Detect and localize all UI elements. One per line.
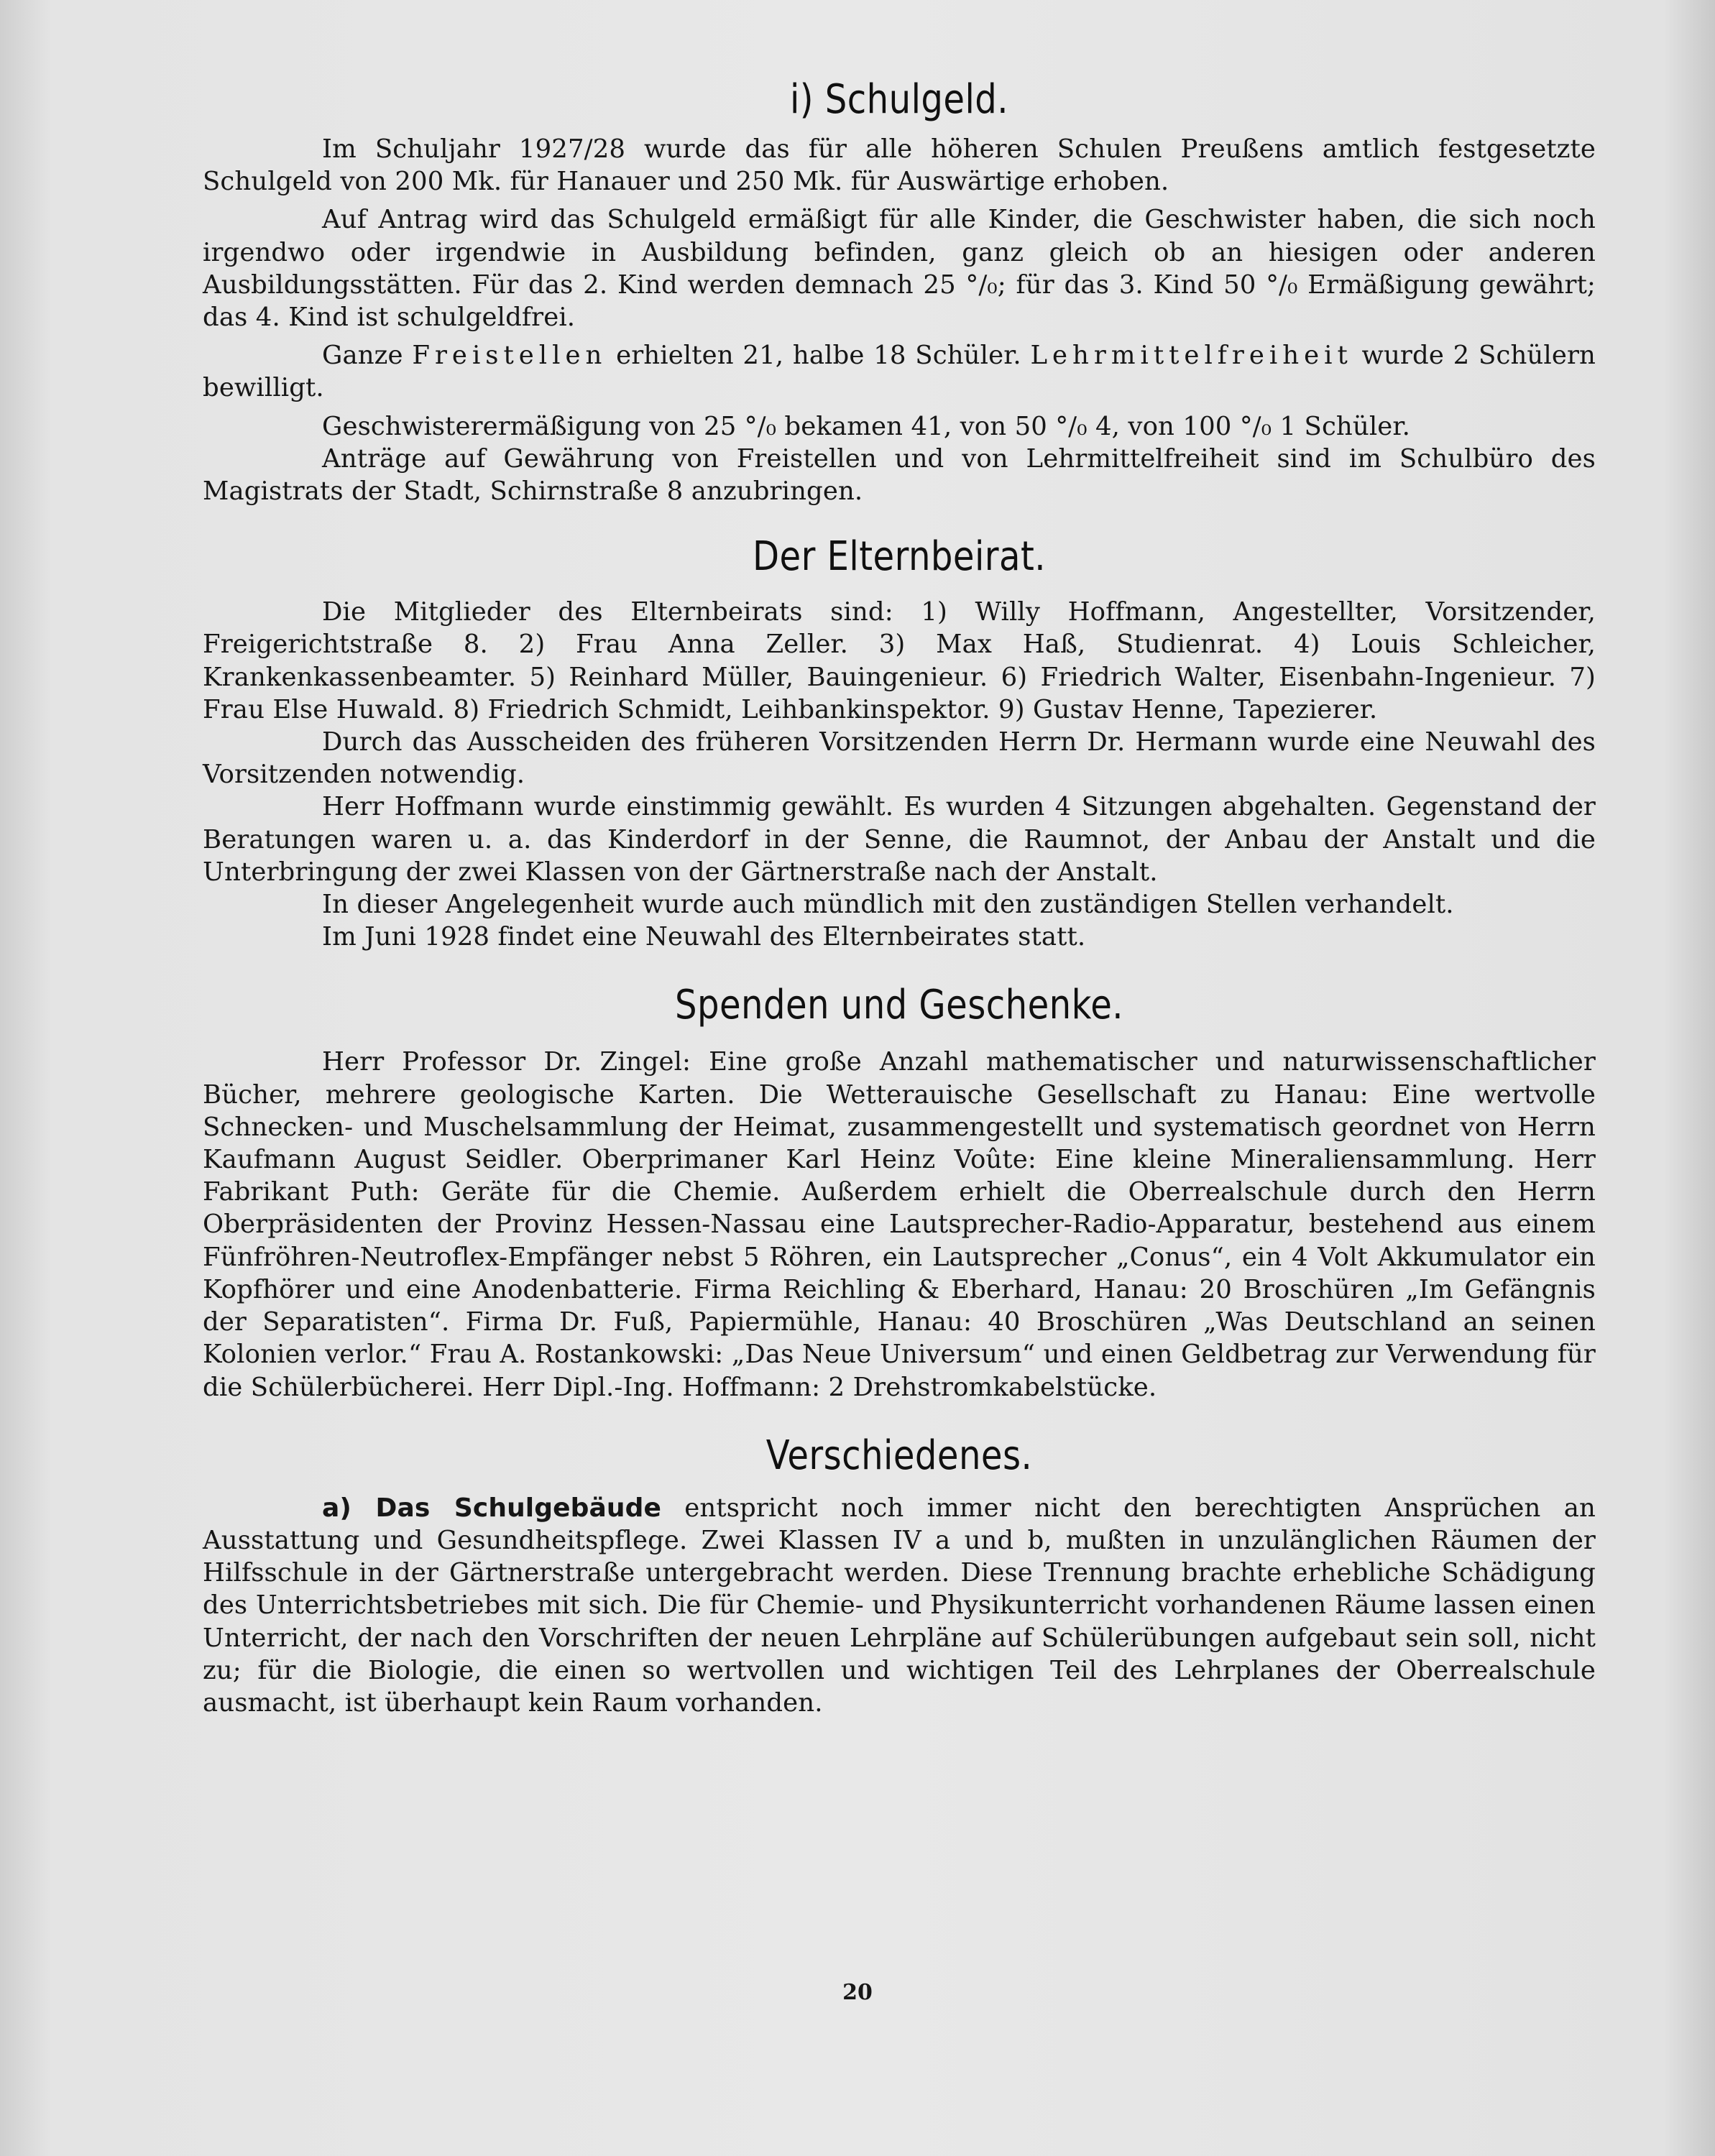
text-span: Ganze [322, 341, 403, 371]
paragraph [203, 1492, 1596, 1719]
heading-spenden: Spenden und Geschenke. [674, 982, 1124, 1029]
paragraph: In dieser Angelegenheit wurde auch mündlich mit den zuständigen Stellen verhandelt. [322, 890, 1454, 920]
paragraph: Herr Hoffmann wurde einstimmig gewählt. Es wurden 4 Sitzungen abgehalten. Gegenstand der Beratungen waren u. a. das Kinderdorf in der Senne, die Raumnot, der Anbau der Anstalt und die Unterbringung der zwei Klassen von der Gärtnerstraße nach der Anstalt. [203, 792, 1596, 887]
heading-elternbeirat: Der Elternbeirat. [752, 533, 1047, 581]
paragraph: Im Schuljahr 1927/28 wurde das für alle höheren Schulen Preußens amtlich festgesetzte Schulgeld von 200 Mk. für Hanauer und 250 Mk. für Auswärtige erhoben. [203, 134, 1596, 197]
page-content [203, 65, 1596, 1719]
section-elternbeirat [203, 533, 1596, 953]
paragraph: Anträge auf Gewährung von Freistellen und von Lehrmittelfreiheit sind im Schulbüro des Magistrats der Stadt, Schirnstraße 8 anzubringen. [203, 443, 1596, 507]
page-number: 20 [842, 1980, 873, 2005]
section-verschiedenes [203, 1432, 1596, 1719]
paragraph: Herr Professor Dr. Zingel: Eine große Anzahl mathematischer und naturwissenschaftlicher Bücher, mehrere geologische Karten. Die Wetterauische Gesellschaft zu Hanau: Eine wertvolle Schnecken- und Muschelsammlung der Heimat, zusammengestellt und systematisch geordnet von Herrn Kaufmann August Seidler. Oberprimaner Karl Heinz Voûte: Eine kleine Mineraliensammlung. Herr Fabrikant Puth: Geräte für die Chemie. Außerdem erhielt die Oberrealschule durch den Herrn Oberpräsidenten der Provinz Hessen-Nassau eine Lautsprecher-Radio-Apparatur, bestehend aus einem Fünfröhren-Neutroflex-Empfänger nebst 5 Röhren, ein Lautsprecher „Conus“, ein 4 Volt Akkumulator ein Kopfhörer und eine Anodenbatterie. Firma Reichling & Eberhard, Hanau: 20 Broschüren „Im Gefängnis der Separatisten“. Firma Dr. Fuß, Papiermühle, Hanau: 40 Broschüren „Was Deutschland an seinen Kolonien verlor.“ Frau A. Rostankowski: „Das Neue Universum“ und einen Geldbetrag zur Verwendung für die Schülerbücherei. Herr Dipl.-Ing. Hoffmann: 2 Drehstromkabelstücke. [203, 1047, 1596, 1402]
paragraph [203, 339, 1596, 404]
paragraph: Geschwisterermäßigung von 25 °/₀ bekamen 41, von 50 °/₀ 4, von 100 °/₀ 1 Schüler. [322, 411, 1410, 441]
paragraph: Die Mitglieder des Elternbeirats sind: 1) Willy Hoffmann, Angestellter, Vorsitzender, Freigerichtstraße 8. 2) Frau Anna Zeller. 3) Max Haß, Studienrat. 4) Louis Schleicher, Krankenkassenbeamter. 5) Reinhard Müller, Bauingenieur. 6) Friedrich Walter, Eisenbahn-Ingenieur. 7) Frau Else Huwald. 8) Friedrich Schmidt, Leihbankinspektor. 9) Gustav Henne, Tapezierer. [203, 597, 1596, 724]
sub-heading-schulgebaeude: a) Das Schulgebäude [322, 1493, 662, 1523]
text-span: entspricht noch immer nicht den berechtigten Ansprüchen an Ausstattung und Gesundheitspflege. Zwei Klassen IV a und b, mußten in unzulänglichen Räumen der Hilfsschule in der Gärtnerstraße untergebracht werden. Diese Trennung brachte erhebliche Schädigung des Unterrichtsbetriebes mit sich. Die für Chemie- und Physikunterricht vorhandenen Räume lassen einen Unterricht, der nach den Vorschriften der neuen Lehrpläne auf Schülerübungen aufgebaut sein soll, nicht zu; für die Biologie, die einen so wertvollen und wichtigen Teil des Lehrplanes der Oberrealschule ausmacht, ist überhaupt kein Raum vorhanden. [203, 1493, 1596, 1718]
paragraph: Durch das Ausscheiden des früheren Vorsitzenden Herrn Dr. Hermann wurde eine Neuwahl des Vorsitzenden notwendig. [203, 727, 1596, 790]
text-span: erhielten 21, halbe 18 Schüler. [616, 341, 1021, 371]
section-spenden [203, 982, 1596, 1403]
paragraph: Auf Antrag wird das Schulgeld ermäßigt für alle Kinder, die Geschwister haben, die sich noch irgendwo oder irgendwie in Ausbildung befinden, ganz gleich ob an hiesigen oder anderen Ausbildungsstätten. Für das 2. Kind werden demnach 25 °/₀; für das 3. Kind 50 °/₀ Ermäßigung gewährt; das 4. Kind ist schulgeldfrei. [203, 205, 1596, 333]
heading-schulgeld: i) Schulgeld. [789, 76, 1009, 123]
spaced-term-lehrmittelfreiheit: Lehrmittelfreiheit [1030, 341, 1353, 371]
spaced-term-freistellen: Freistellen [412, 341, 607, 371]
section-schulgeld [203, 76, 1596, 507]
paragraph: Im Juni 1928 findet eine Neuwahl des Elternbeirates statt. [322, 922, 1086, 952]
text-span: wurde 2 Schülern bewilligt. [203, 341, 1596, 403]
heading-verschiedenes: Verschiedenes. [765, 1432, 1033, 1479]
